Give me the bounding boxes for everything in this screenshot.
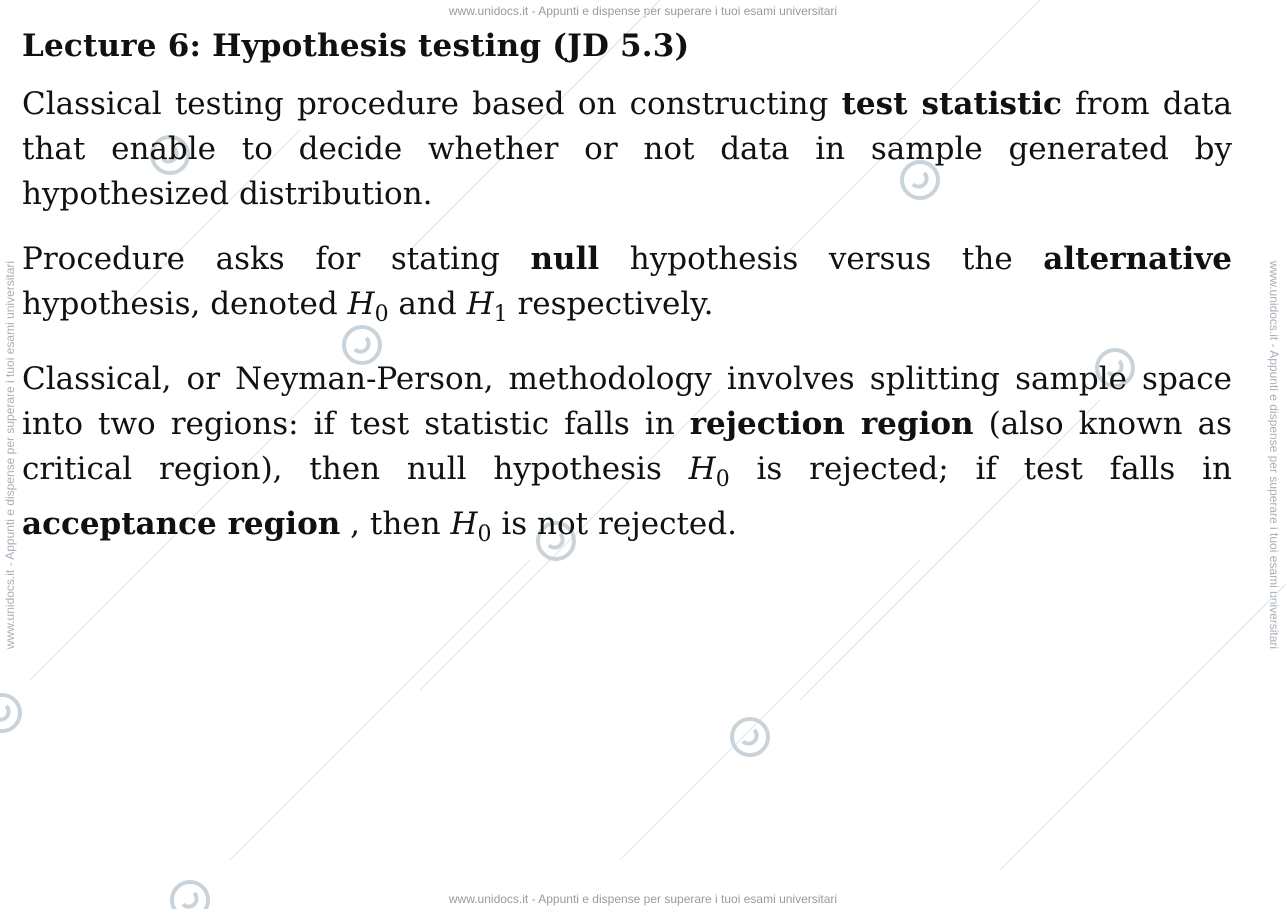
p3-text-2: (also known as critical region), then null hypothesis: [22, 406, 1232, 487]
paragraph-null-alternative: [22, 237, 1232, 337]
term-rejection-region: rejection region: [689, 406, 974, 442]
paragraph-regions: [22, 357, 1232, 557]
math-h1-letter: H: [466, 286, 494, 322]
math-h0-subscript: 0: [477, 522, 492, 547]
slide-content: [22, 28, 1232, 577]
math-h1: [466, 286, 508, 327]
p3-text-1: Classical, or Neyman-Person, methodology involves splitting sample space into two regions: if test statistic falls in: [22, 361, 1232, 442]
p3-text-5: is not rejected.: [491, 506, 737, 542]
math-h0: [347, 286, 389, 327]
p1-text-post: from data that enable to decide whether or not data in sample generated by hypothesized distribution.: [22, 86, 1232, 212]
watermark-side-left: www.unidocs.it - Appunti e dispense per superare i tuoi esami universitari: [3, 260, 17, 650]
p3-text-4: , then: [340, 506, 451, 542]
math-h1-subscript: 1: [493, 302, 508, 327]
page-title: Lecture 6: Hypothesis testing (JD 5.3): [22, 28, 690, 64]
p2-text-4: and: [388, 286, 467, 322]
p2-text-2: hypothesis versus the: [599, 241, 1044, 277]
term-null: null: [530, 241, 600, 277]
watermark-side-right: www.unidocs.it - Appunti e dispense per superare i tuoi esami universitari: [1267, 260, 1281, 650]
p2-text-5: respectively.: [507, 286, 714, 322]
math-h0-subscript: 0: [715, 467, 730, 492]
term-alternative: alternative: [1043, 241, 1232, 277]
math-h0-subscript: 0: [374, 302, 389, 327]
p2-text-3: hypothesis, denoted: [22, 286, 348, 322]
math-h0-letter: H: [688, 451, 716, 487]
math-h0-rejected: [688, 451, 730, 492]
paragraph-test-statistic: [22, 82, 1232, 217]
watermark-header: www.unidocs.it - Appunti e dispense per superare i tuoi esami universitari: [448, 4, 838, 18]
p1-text-pre: Classical testing procedure based on constructing: [22, 86, 842, 122]
watermark-footer: www.unidocs.it - Appunti e dispense per superare i tuoi esami universitari: [448, 892, 838, 906]
math-h0-letter: H: [347, 286, 375, 322]
p2-text-1: Procedure asks for stating: [22, 241, 531, 277]
term-test-statistic: test statistic: [841, 86, 1062, 122]
math-h0-letter: H: [450, 506, 478, 542]
term-acceptance-region: acceptance region: [22, 506, 341, 542]
p3-text-3: is rejected; if test falls in: [729, 451, 1232, 487]
math-h0-not-rejected: [450, 506, 492, 547]
